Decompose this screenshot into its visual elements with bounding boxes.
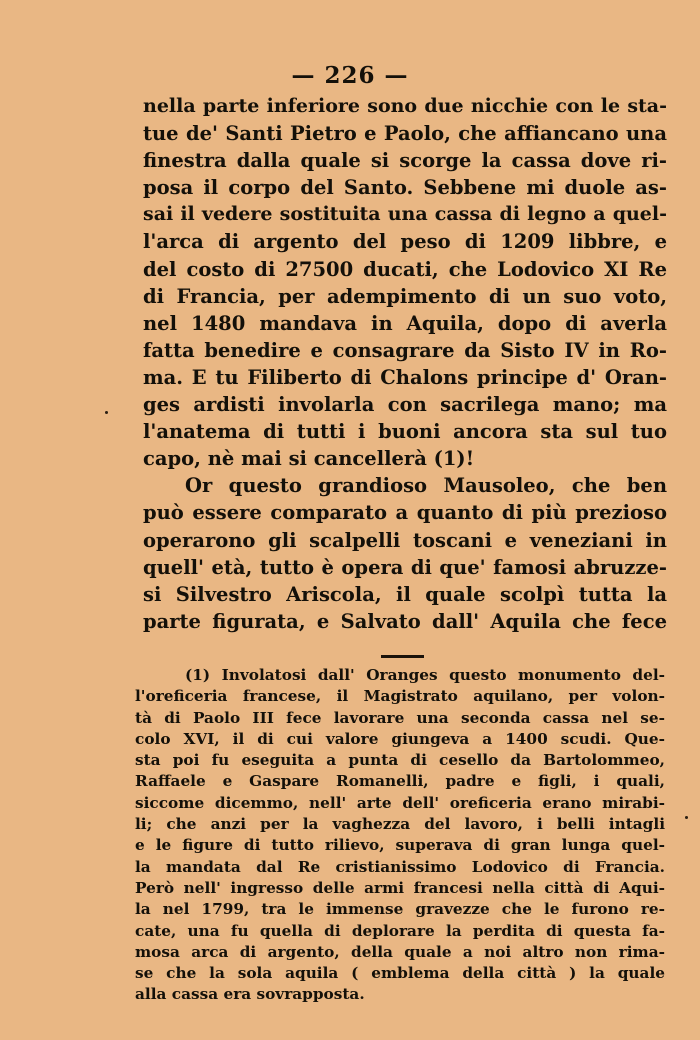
text-line: di Francia, per adempimento di un suo voto,	[143, 284, 667, 308]
footnote-line: cate, una fu quella di deplorare la perdita di questa fa-	[135, 921, 665, 940]
text-line: posa il corpo del Santo. Sebbene mi duole as-	[143, 176, 667, 200]
footnote-line: sta poi fu eseguita a punta di cesello da Bartolommeo,	[135, 751, 665, 770]
text-line: nel 1480 mandava in Aquila, dopo di averla	[143, 311, 667, 335]
footnote	[135, 665, 665, 1006]
paper-speck	[685, 816, 688, 819]
footnote-line: alla cassa era sovrapposta.	[135, 985, 365, 1004]
footnote-line: la mandata dal Re cristianissimo Lodovico di Francia.	[135, 857, 665, 876]
footnote-line: e le figure di tutto rilievo, superava di gran lunga quel-	[135, 836, 665, 855]
footnote-line: mosa arca di argento, della quale a noi altro non rima-	[135, 942, 665, 961]
text-line: finestra dalla quale si scorge la cassa dove ri-	[143, 149, 667, 173]
text-line: Or questo grandioso Mausoleo, che ben	[185, 474, 667, 498]
text-line: capo, nè mai si cancellerà (1)!	[143, 447, 475, 471]
text-line: può essere comparato a quanto di più prezioso	[143, 501, 667, 525]
text-line: sai il vedere sostituita una cassa di legno a quel-	[143, 203, 667, 226]
footnote-line: siccome dicemmo, nell' arte dell' oreficeria erano mirabi-	[135, 793, 665, 812]
text-line: nella parte inferiore sono due nicchie con le sta-	[143, 95, 667, 117]
footnote-line: li; che anzi per la vaghezza del lavoro, i belli intagli	[135, 815, 665, 834]
text-line: l'arca di argento del peso di 1209 libbre, e	[143, 230, 667, 254]
text-line: ges ardisti involarla con sacrilega mano; ma	[143, 393, 667, 417]
footnote-line: se che la sola aquila ( emblema della città ) la quale	[135, 964, 665, 983]
paper-speck	[105, 411, 108, 414]
text-line: del costo di 27500 ducati, che Lodovico XI Re	[143, 257, 667, 281]
footnote-line: l'oreficeria francese, il Magistrato aquilano, per volon-	[135, 687, 665, 706]
text-line: fatta benedire e consagrare da Sisto IV in Ro-	[143, 338, 667, 362]
text-line: quell' età, tutto è opera di que' famosi abruzze-	[143, 555, 667, 579]
page-number: — 226 —	[291, 62, 409, 89]
main-text	[143, 93, 667, 635]
footnote-line: la nel 1799, tra le immense gravezze che le furono re-	[135, 900, 665, 919]
text-line: operarono gli scalpelli toscani e veneziani in	[143, 528, 667, 552]
footnote-line: Raffaele e Gaspare Romanelli, padre e figli, i quali,	[135, 772, 665, 791]
footnote-line: (1) Involatosi dall' Oranges questo monumento del-	[185, 666, 665, 684]
text-line: parte figurata, e Salvato dall' Aquila che fece	[143, 609, 667, 633]
footnote-divider	[381, 655, 424, 658]
text-line: ma. E tu Filiberto di Chalons principe d' Oran-	[143, 365, 667, 389]
footnote-line: Però nell' ingresso delle armi francesi nella città di Aqui-	[135, 878, 665, 897]
footnote-line: tà di Paolo III fece lavorare una seconda cassa nel se-	[135, 708, 665, 727]
footnote-line: colo XVI, il di cui valore giungeva a 1400 scudi. Que-	[135, 729, 665, 748]
text-line: tue de' Santi Pietro e Paolo, che affiancano una	[143, 122, 667, 146]
text-line: l'anatema di tutti i buoni ancora sta sul tuo	[143, 420, 667, 444]
text-line: si Silvestro Ariscola, il quale scolpì tutta la	[143, 582, 667, 606]
